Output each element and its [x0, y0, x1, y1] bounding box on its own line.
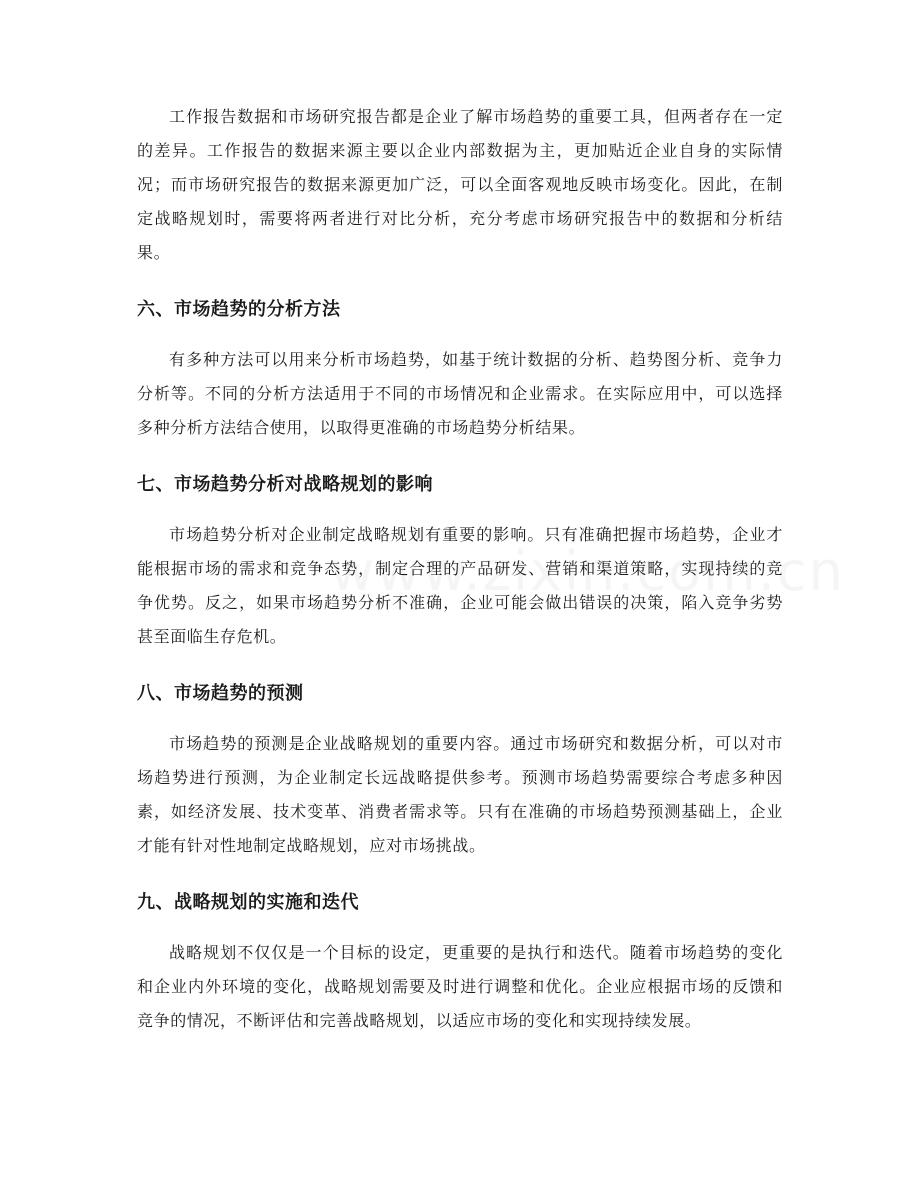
paragraph-impact: 市场趋势分析对企业制定战略规划有重要的影响。只有准确把握市场趋势，企业才能根据市场的需求和竞争态势，制定合理的产品研发、营销和渠道策略，实现持续的竞争优势。反之，如果市场趋势分析不准确，企业可能会做出错误的决策，陷入竞争劣势甚至面临生存危机。	[137, 525, 783, 646]
paragraph-analysis-methods: 有多种方法可以用来分析市场趋势，如基于统计数据的分析、趋势图分析、竞争力分析等。不同的分析方法适用于不同的市场情况和企业需求。在实际应用中，可以选择多种分析方法结合使用，以取得更准确的市场趋势分析结果。	[137, 350, 783, 437]
paragraph-comparison: 工作报告数据和市场研究报告都是企业了解市场趋势的重要工具，但两者存在一定的差异。工作报告的数据来源主要以企业内部数据为主，更加贴近企业自身的实际情况；而市场研究报告的数据来源更加广泛，可以全面客观地反映市场变化。因此，在制定战略规划时，需要将两者进行对比分析，充分考虑市场研究报告中的数据和分析结果。	[137, 107, 783, 262]
section-heading-6: 六、市场趋势的分析方法	[137, 299, 341, 320]
paragraph-implementation: 战略规划不仅仅是一个目标的设定，更重要的是执行和迭代。随着市场趋势的变化和企业内外环境的变化，战略规划需要及时进行调整和优化。企业应根据市场的反馈和竞争的情况，不断评估和完善战略规划，以适应市场的变化和实现持续发展。	[137, 943, 783, 1030]
document-body	[137, 100, 783, 1038]
paragraph-forecast: 市场趋势的预测是企业战略规划的重要内容。通过市场研究和数据分析，可以对市场趋势进行预测，为企业制定长远战略提供参考。预测市场趋势需要综合考虑多种因素，如经济发展、技术变革、消费者需求等。只有在准确的市场趋势预测基础上，企业才能有针对性地制定战略规划，应对市场挑战。	[137, 734, 783, 855]
section-heading-7: 七、市场趋势分析对战略规划的影响	[137, 474, 433, 495]
section-heading-9: 九、战略规划的实施和迭代	[137, 892, 359, 913]
section-heading-8: 八、市场趋势的预测	[137, 683, 304, 704]
